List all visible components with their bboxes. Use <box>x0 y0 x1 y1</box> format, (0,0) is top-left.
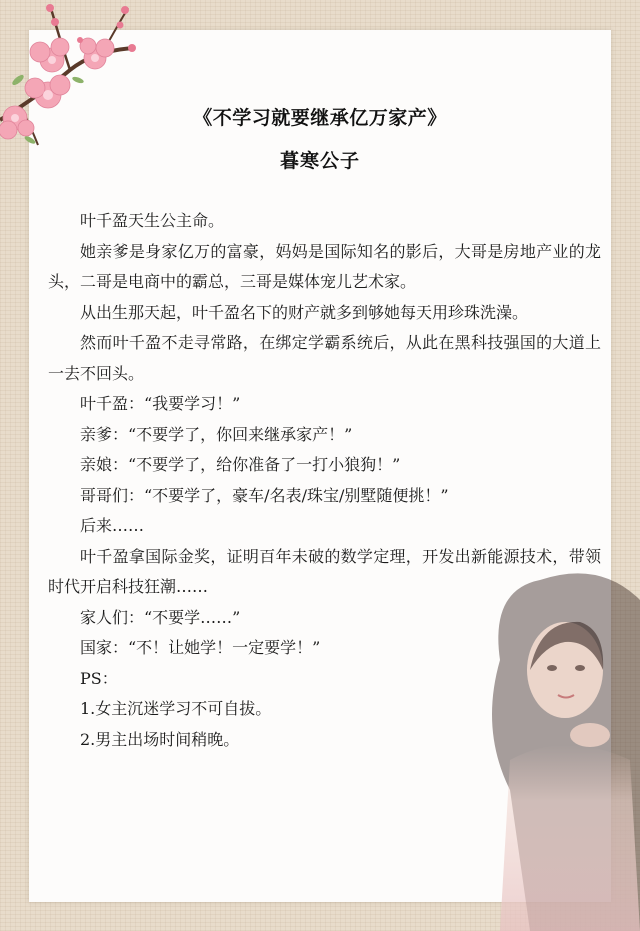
paragraph: 亲爹：“不要学了，你回来继承家产！” <box>80 424 353 444</box>
paragraph: 1.女主沉迷学习不可自拔。 <box>80 699 272 718</box>
paragraph: 哥哥们：“不要学了，豪车/名表/珠宝/别墅随便挑！” <box>80 485 449 505</box>
paragraph: 她亲爹是身家亿万的富豪，妈妈是国际知名的影后，大哥是房地产业的龙头，二哥是电商中的霸总，三哥是媒体宠儿艺术家。 <box>48 241 601 291</box>
paragraph: 2.男主出场时间稍晚。 <box>80 729 240 749</box>
paragraph: 亲娘：“不要学了，给你准备了一打小狼狗！” <box>80 455 401 474</box>
author-name: 暮寒公子 <box>279 150 360 172</box>
paragraph: 后来…… <box>80 516 145 535</box>
paragraph: 从出生那天起，叶千盈名下的财产就多到够她每天用珍珠洗澡。 <box>80 302 529 322</box>
paragraph: PS： <box>80 668 118 688</box>
synopsis-text <box>48 206 601 755</box>
paragraph: 叶千盈：“我要学习！” <box>80 394 241 413</box>
paragraph: 叶千盈天生公主命。 <box>80 211 225 230</box>
book-title: 《不学习就要继承亿万家产》 <box>193 107 447 129</box>
paragraph: 家人们：“不要学……” <box>80 607 241 627</box>
paragraph: 然而叶千盈不走寻常路，在绑定学霸系统后，从此在黑科技强国的大道上一去不回头。 <box>48 333 601 383</box>
paragraph: 叶千盈拿国际金奖，证明百年未破的数学定理，开发出新能源技术，带领时代开启科技狂潮…… <box>48 546 601 596</box>
paragraph: 国家：“不！让她学！一定要学！” <box>80 638 321 657</box>
